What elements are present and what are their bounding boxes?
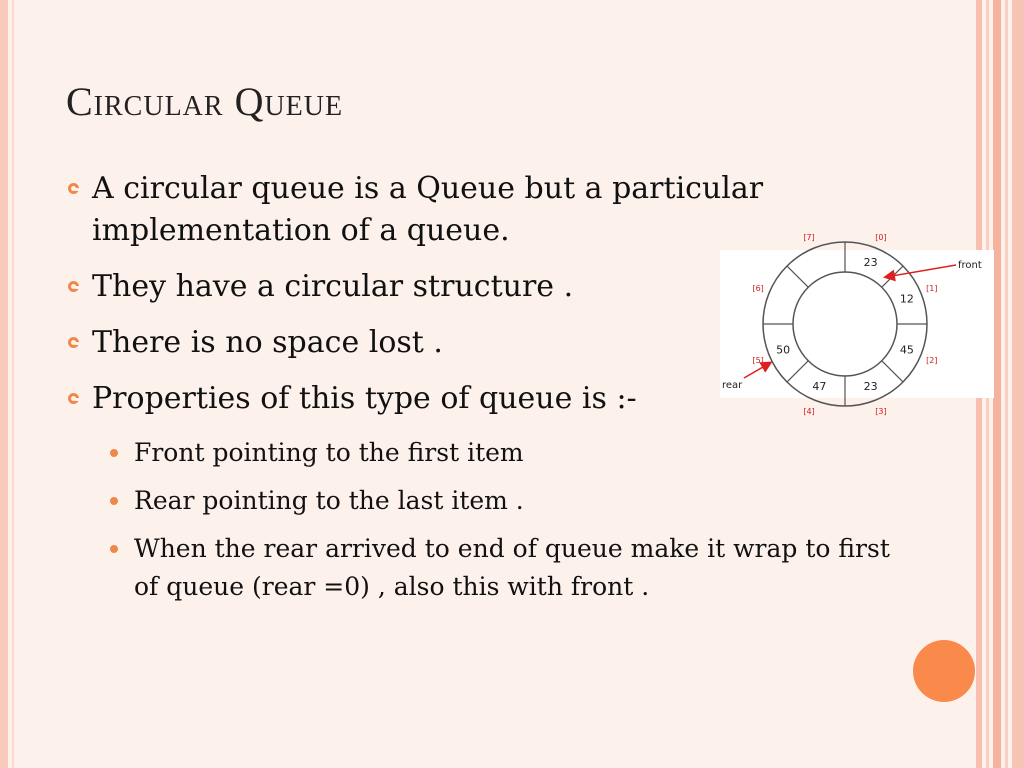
bullet-marker-icon [68, 393, 79, 404]
front-label: front [958, 260, 982, 271]
bullet-text: A circular queue is a Queue but a particular implementation of a queue. [92, 171, 764, 248]
rear-arrow [744, 363, 770, 378]
bullet-item [64, 168, 792, 252]
sub-bullet-dot-icon [110, 545, 118, 553]
circular-queue-diagram [720, 233, 994, 416]
ring-divider [882, 361, 903, 382]
sub-bullet-text: Front pointing to the first item [134, 438, 524, 467]
left-border-line [12, 0, 14, 768]
sub-bullet-item [64, 482, 884, 520]
slot-index-label: [6] [752, 284, 764, 294]
sub-bullet-dot-icon [110, 449, 118, 457]
slot-index-label: [1] [926, 284, 938, 294]
decorative-circle [913, 640, 975, 702]
sub-bullet-item [64, 530, 894, 606]
slot-index-label: [2] [926, 355, 938, 365]
slot-value: 23 [863, 379, 878, 393]
slot-index-label: [3] [875, 406, 887, 416]
left-border [0, 0, 8, 768]
bullet-text: They have a circular structure . [92, 269, 574, 304]
circular-queue-svg [720, 233, 994, 416]
slot-value: 45 [899, 343, 914, 357]
slide-title: Circular Queue [66, 79, 344, 124]
sub-bullet-dot-icon [110, 497, 118, 505]
bullet-marker-icon [68, 183, 79, 194]
bullet-marker-icon [68, 337, 79, 348]
ring-inner [793, 272, 897, 376]
sub-bullet-item [64, 434, 884, 472]
slot-index-label: [5] [752, 355, 764, 365]
bullet-text: There is no space lost . [92, 325, 443, 360]
ring-divider [787, 361, 808, 382]
rear-label: rear [722, 380, 743, 391]
slot-index-label: [0] [875, 233, 887, 243]
slot-index-label: [4] [803, 406, 815, 416]
slot-index-label: [7] [803, 233, 815, 243]
sub-bullet-text: When the rear arrived to end of queue make it wrap to first of queue (rear =0) , also this with front . [134, 534, 890, 601]
sub-bullet-text: Rear pointing to the last item . [134, 486, 524, 515]
bullet-marker-icon [68, 281, 79, 292]
slot-value: 23 [863, 256, 878, 270]
ring-divider [787, 266, 808, 287]
front-arrow [886, 265, 956, 277]
slot-value: 50 [776, 343, 791, 357]
slot-value: 12 [899, 292, 914, 306]
slot-value: 47 [812, 379, 827, 393]
bullet-text: Properties of this type of queue is :- [92, 381, 637, 416]
